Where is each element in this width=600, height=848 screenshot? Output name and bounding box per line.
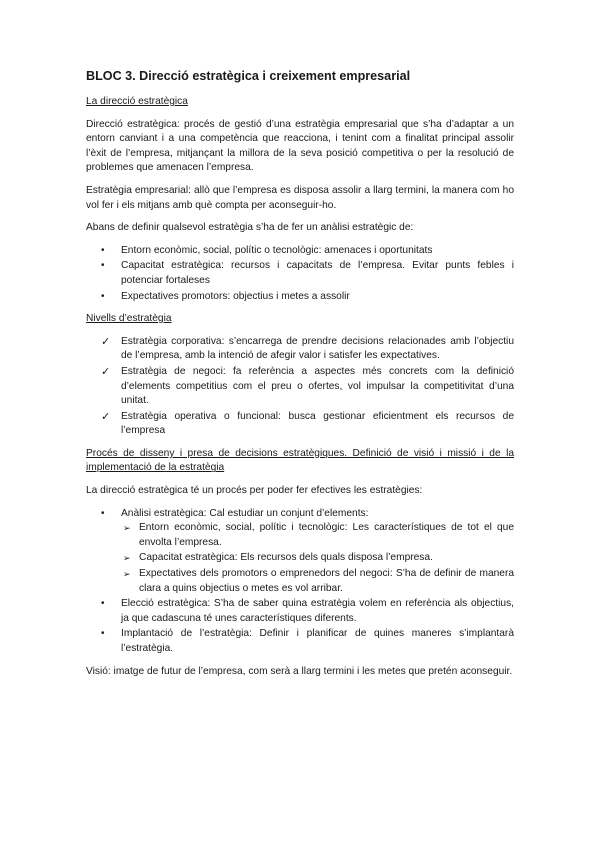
- list-item: [121, 521, 514, 550]
- list-item-text: Elecció estratègica: S’ha de saber quina estratègia volem en referència als objectius, ja que cadascuna té unes característiques diferents.: [121, 598, 514, 624]
- paragraph-analisi-intro: Abans de definir qualsevol estratègia s’ha de fer un anàlisi estratègic de:: [86, 222, 414, 234]
- list-item-text: Estratègia de negoci: fa referència a aspectes més concrets com la definició d’elements competitius com el preu o ofertes, vol impulsar la competitivitat d’una unitat.: [121, 365, 514, 407]
- list-item-text: Implantació de l’estratègia: Definir i planificar de quines maneres s’implantarà l’estratègia.: [121, 628, 514, 654]
- proces-bullet-list: [86, 507, 514, 657]
- list-item-text: Estratègia operativa o funcional: busca gestionar eficientment els recursos de l’empresa: [121, 410, 514, 437]
- analisi-subitem-list: [121, 521, 514, 596]
- checkmark-icon: ✓: [101, 335, 111, 348]
- bullet-icon: •: [101, 244, 105, 256]
- list-item-text: Capacitat estratègica: Els recursos dels quals disposa l’empresa.: [139, 552, 433, 564]
- list-item-text: Expectatives dels promotors o emprenedors del negoci: S’ha de definir de manera clara a quins objectius o metes es vol arribar.: [139, 568, 514, 594]
- list-item-text: Estratègia corporativa: s’encarrega de prendre decisions relacionades amb l’objectiu de l’empresa, amb la intenció de afegir valor i satisfer les expectatives.: [121, 335, 514, 362]
- analisi-bullet-list: [86, 244, 514, 304]
- paragraph-estrategia-definition: Estratègia empresarial: allò que l’empresa es disposa assolir a llarg termini, la manera com ho vol fer i els mitjans amb què compta per aconseguir-ho.: [86, 184, 514, 211]
- list-item: [86, 335, 514, 364]
- section-heading-nivells: Nivells d’estratègia: [86, 313, 172, 325]
- section-heading-proces: Procés de disseny i presa de decisions estratègiques. Definició de visió i missió i de la implementació de la estratègia: [86, 447, 514, 474]
- checkmark-icon: ✓: [101, 365, 111, 378]
- list-item-text: Capacitat estratègica: recursos i capacitats de l’empresa. Evitar punts febles i potenciar fortaleses: [121, 260, 514, 286]
- list-item: [86, 259, 514, 288]
- list-item-text: Entorn econòmic, social, polític i tecnològic: Les característiques de tot el que envolta l’empresa.: [139, 522, 514, 548]
- document-title: BLOC 3. Direcció estratègica i creixement empresarial: [86, 69, 411, 83]
- arrow-icon: ➢: [123, 523, 131, 534]
- paragraph-visio: Visió: imatge de futur de l’empresa, com serà a llarg termini i les metes que pretén aconseguir.: [86, 665, 513, 677]
- paragraph-proces-intro: La direcció estratègica té un procés per poder fer efectives les estratègies:: [86, 485, 423, 497]
- arrow-icon: ➢: [123, 553, 131, 564]
- list-item: [86, 597, 514, 626]
- arrow-icon: ➢: [123, 569, 131, 580]
- bullet-icon: •: [101, 507, 105, 519]
- bullet-icon: •: [101, 290, 105, 302]
- section-heading-direccio: La direcció estratègica: [86, 96, 188, 107]
- list-item: [86, 627, 514, 656]
- list-item-text: Entorn econòmic, social, polític o tecnològic: amenaces i oportunitats: [121, 244, 433, 256]
- list-item: [121, 567, 514, 596]
- list-item: [86, 507, 514, 597]
- paragraph-direccio-definition: Direcció estratègica: procés de gestió d’una estratègia empresarial que s’ha d’adaptar a un entorn canviant i a una competència que reacciona, i tenint com a finalitat principal assolir l’èxit de l’empresa, mitjançant la millora de la seva posició competitiva o per la resolució de problemes que amenacen l’empresa.: [86, 118, 514, 174]
- list-item: [86, 290, 514, 305]
- bullet-icon: •: [101, 260, 105, 272]
- checkmark-icon: ✓: [101, 410, 111, 423]
- bullet-icon: •: [101, 598, 105, 610]
- page-content: [86, 68, 514, 687]
- nivells-check-list: [86, 335, 514, 439]
- list-item-text: Anàlisi estratègica: Cal estudiar un conjunt d’elements:: [121, 507, 369, 519]
- list-item-text: Expectatives promotors: objectius i metes a assolir: [121, 290, 350, 302]
- list-item: [86, 365, 514, 409]
- bullet-icon: •: [101, 628, 105, 640]
- list-item: [121, 551, 514, 566]
- list-item: [86, 410, 514, 439]
- list-item: [86, 244, 514, 259]
